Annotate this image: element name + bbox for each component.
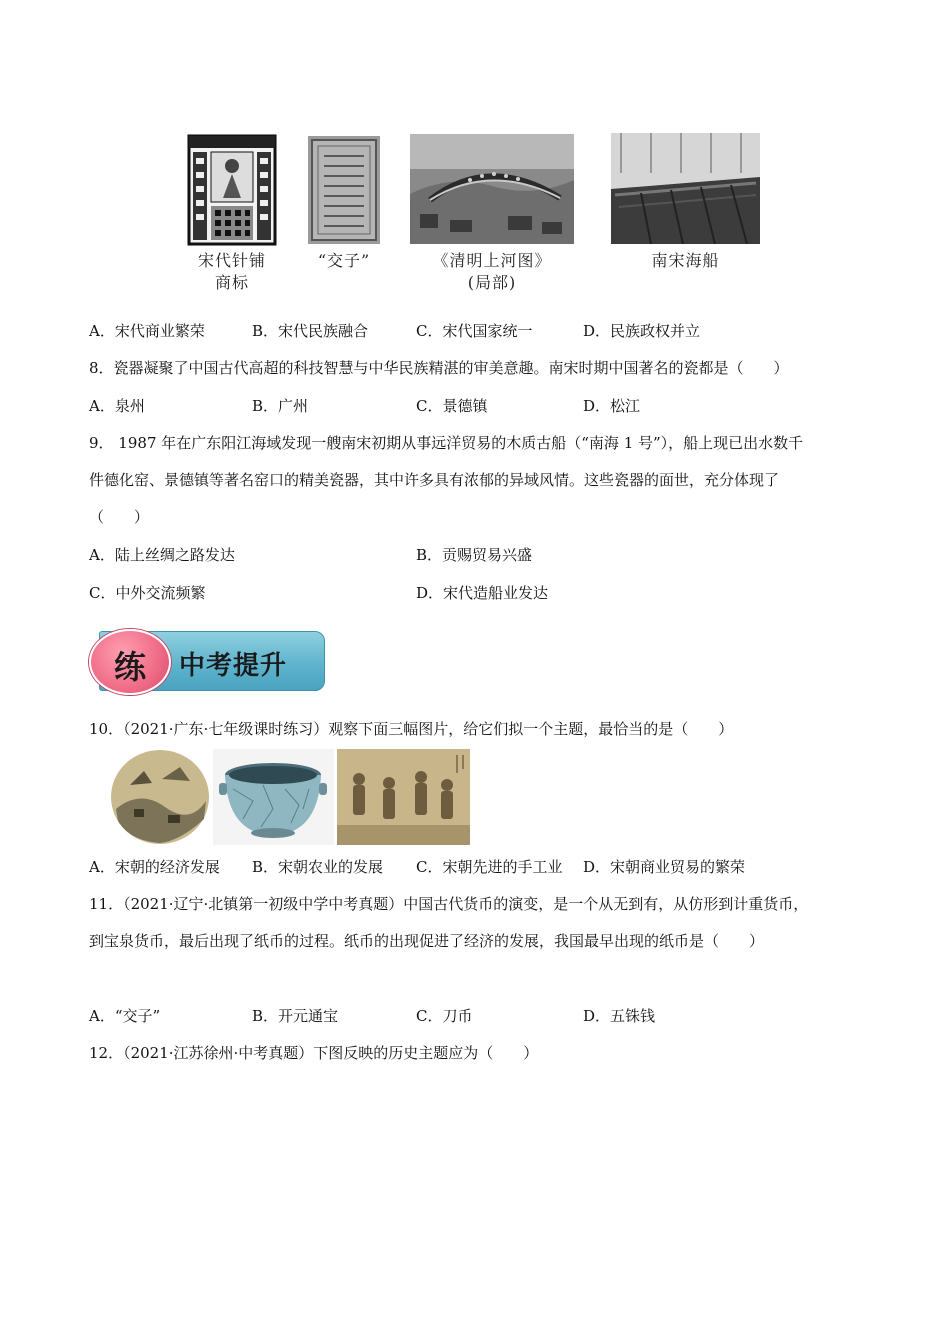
q9-stem-line-3: （ ）: [89, 508, 150, 526]
q9-option-c: C．中外交流频繁: [89, 584, 206, 602]
caption-line: 宋代针铺: [197, 251, 266, 270]
banner-badge: [89, 629, 171, 695]
q11-stem-line-1: 11．（2021·辽宁·北镇第一初级中学中考真题）中国古代货币的演变，是一个从无到有，从仿形到计重货币，: [89, 895, 809, 913]
q7-option-c: C．宋代国家统一: [416, 322, 533, 340]
ge-ware-bowl-image: [213, 749, 334, 845]
q8-option-d: D．松江: [583, 397, 641, 415]
qingming-scroll-image: [410, 134, 574, 244]
figure-caption-1: [182, 250, 282, 294]
figure-caption-2: [294, 250, 394, 272]
q11-option-a: A．“交子”: [89, 1007, 161, 1025]
caption-line: (局部): [467, 273, 517, 292]
q10-stem: 10．（2021·广东·七年级课时练习）观察下面三幅图片，给它们拟一个主题，最恰当的是（ ）: [89, 720, 734, 738]
q9-stem-line-1: 9． 1987 年在广东阳江海域发现一艘南宋初期从事远洋贸易的木质古船（“南海 1 号”），船上现已出水数千: [89, 434, 804, 452]
q10-option-a: A．宋朝的经济发展: [89, 858, 220, 876]
needle-shop-trademark-image: [187, 134, 277, 246]
caption-line: 商标: [214, 273, 249, 292]
q11-option-b: B．开元通宝: [252, 1007, 339, 1025]
q12-stem: 12．（2021·江苏徐州·中考真题）下图反映的历史主题应为（ ）: [89, 1044, 539, 1062]
q7-option-a: A．宋代商业繁荣: [89, 322, 205, 340]
q8-option-b: B．广州: [252, 397, 309, 415]
q9-option-d: D．宋代造船业发达: [416, 584, 549, 602]
q9-option-a: A．陆上丝绸之路发达: [89, 546, 235, 564]
q8-option-a: A．泉州: [89, 397, 145, 415]
q8-stem: 8．瓷器凝聚了中国古代高超的科技智慧与中华民族精湛的审美意趣。南宋时期中国著名的瓷都是（ ）: [89, 359, 789, 377]
q7-option-d: D．民族政权并立: [583, 322, 701, 340]
caption-line: 《清明上河图》: [432, 251, 552, 270]
q9-stem-line-2: 件德化窑、景德镇等著名窑口的精美瓷器，其中许多具有浓郁的异域风情。这些瓷器的面世，充分体现了: [89, 471, 780, 489]
figure-caption-4: [611, 250, 760, 272]
song-painting-figures-image: [337, 749, 470, 845]
figure-caption-3: [410, 250, 574, 294]
q10-option-c: C．宋朝先进的手工业: [416, 858, 563, 876]
section-banner: [89, 629, 325, 691]
q10-option-d: D．宋朝商业贸易的繁荣: [583, 858, 746, 876]
jiaozi-banknote-image: [308, 136, 380, 244]
q11-option-c: C．刀币: [416, 1007, 473, 1025]
q11-option-d: D．五铢钱: [583, 1007, 656, 1025]
q9-option-b: B．贡赐贸易兴盛: [416, 546, 533, 564]
q11-stem-line-2: 到宝泉货币，最后出现了纸币的过程。纸币的出现促进了经济的发展，我国最早出现的纸币是（ ）: [89, 932, 765, 950]
caption-line: 南宋海船: [651, 251, 720, 270]
caption-line: “交子”: [317, 251, 371, 270]
q7-option-b: B．宋代民族融合: [252, 322, 369, 340]
q10-option-b: B．宋朝农业的发展: [252, 858, 384, 876]
q8-option-c: C．景德镇: [416, 397, 488, 415]
banner-badge-text: 练: [113, 648, 146, 686]
banner-title: 中考提升: [179, 651, 288, 681]
southern-song-ship-image: [611, 133, 760, 244]
round-fan-painting-image: [110, 749, 210, 845]
